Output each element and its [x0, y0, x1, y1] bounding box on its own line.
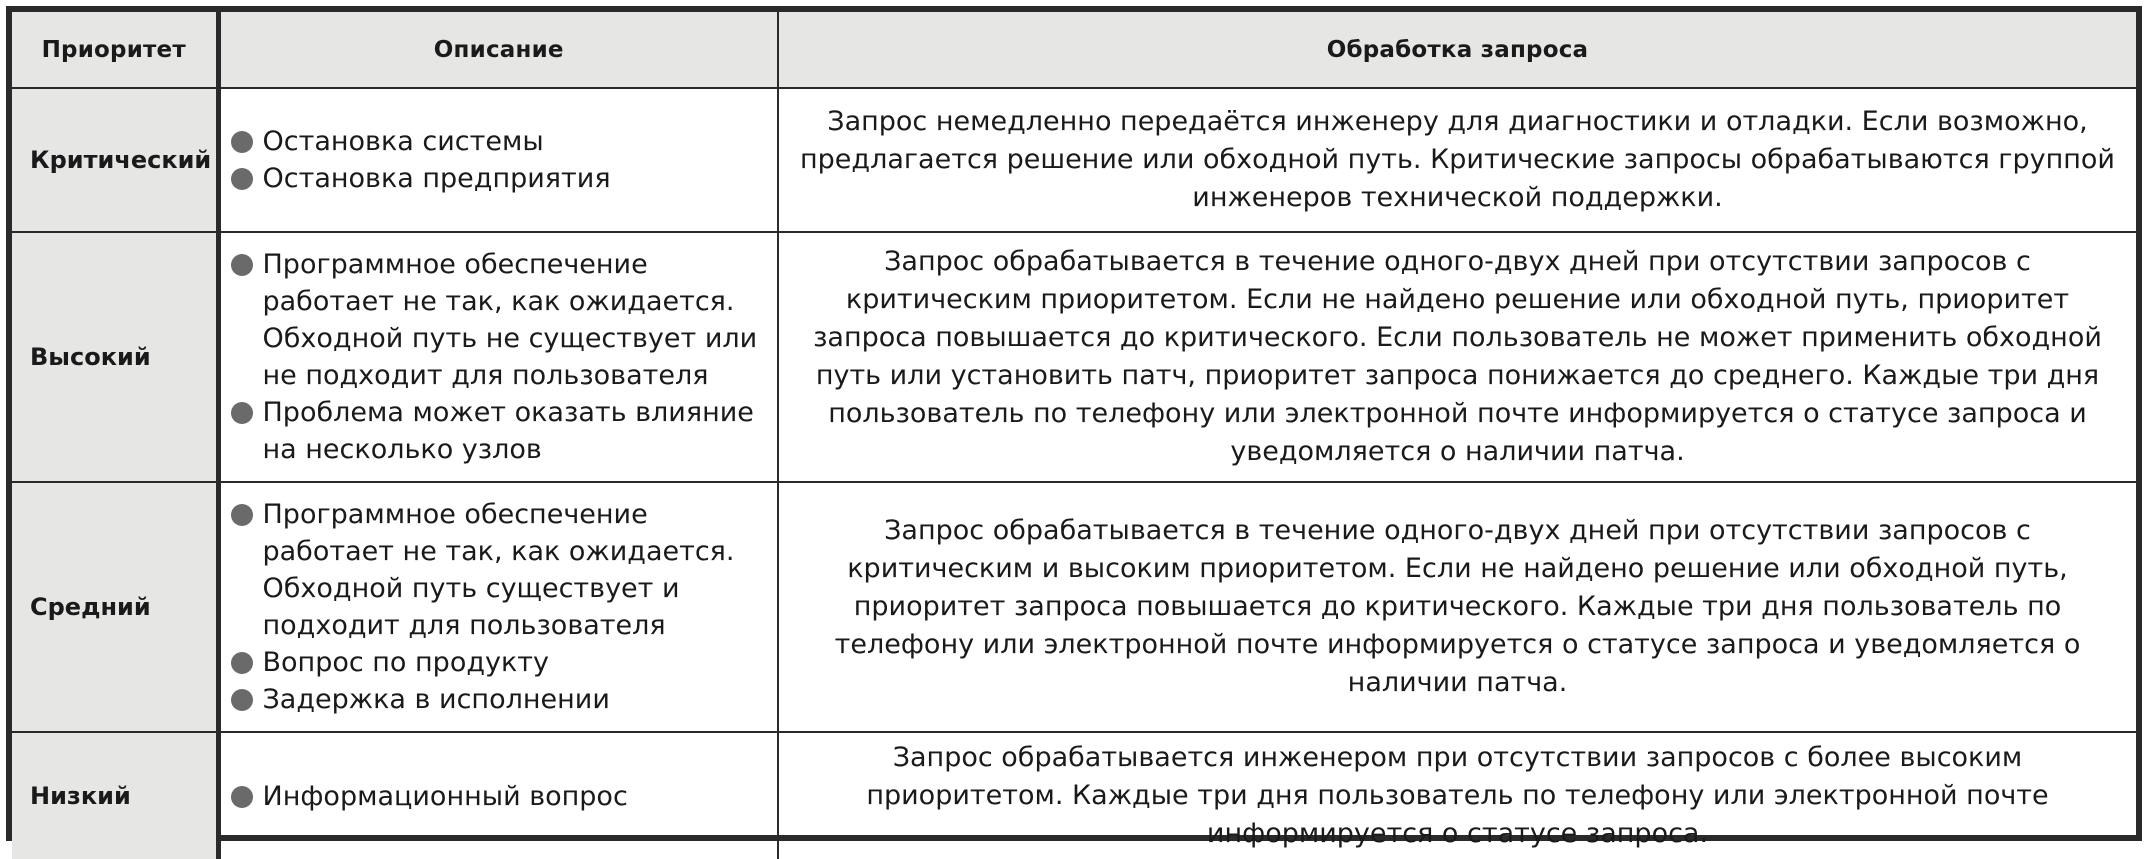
handling-cell: Запрос обрабатывается в течение одного-двух дней при отсутствии запросов с критическим и высоким приоритетом. Если не найдено решение или обходной путь, приоритет запроса повышается до критического. Каждые три дня пользователь по телефону или электронной почте информируется о статусе запроса и уведомляется о наличии патча.	[778, 482, 2136, 732]
bullet-icon	[231, 168, 253, 190]
header-handling: Обработка запроса	[778, 12, 2136, 88]
handling-cell: Запрос обрабатывается инженером при отсутствии запросов с более высоким приоритетом. Каждые три дня пользователь по телефону или электронной почте информируется о статусе запроса.	[778, 732, 2136, 859]
table-row-low	[12, 732, 2136, 859]
handling-cell: Запрос обрабатывается в течение одного-двух дней при отсутствии запросов с критическим приоритетом. Если не найдено решение или обходной путь, приоритет запроса повышается до критического. Если пользователь не может применить обходной путь или установить патч, приоритет запроса понижается до среднего. Каждые три дня пользователь по телефону или электронной почте информируется о статусе запроса и уведомляется о наличии патча.	[778, 232, 2136, 482]
list-item-text: Задержка в исполнении	[262, 684, 610, 715]
list-item-text: Программное обеспечение работает не так, как ожидается. Обходной путь не существует или не подходит для пользователя	[262, 249, 758, 391]
bullet-icon	[231, 131, 253, 153]
bullet-icon	[231, 786, 253, 808]
bullet-icon	[231, 689, 253, 711]
list-item-text: Остановка предприятия	[262, 163, 611, 194]
bullet-icon	[231, 652, 253, 674]
list-item	[229, 496, 772, 644]
table-row-critical	[12, 88, 2136, 232]
description-list	[229, 246, 772, 468]
list-item	[229, 644, 772, 681]
list-item-text: Остановка системы	[262, 126, 544, 157]
list-item-text: Проблема может оказать влияние на несколько узлов	[262, 397, 754, 465]
priority-cell: Критический	[12, 88, 218, 232]
description-list	[229, 496, 772, 718]
bullet-icon	[231, 254, 253, 276]
priority-table-frame	[6, 6, 2142, 849]
priority-cell: Низкий	[12, 732, 218, 859]
table-row-high	[12, 232, 2136, 482]
handling-cell: Запрос немедленно передаётся инженеру для диагностики и отладки. Если возможно, предлагается решение или обходной путь. Критические запросы обрабатываются группой инженеров технической поддержки.	[778, 88, 2136, 232]
list-item	[229, 160, 772, 197]
list-item	[229, 394, 772, 468]
header-priority: Приоритет	[12, 12, 218, 88]
description-cell	[218, 732, 778, 859]
priority-table	[12, 12, 2136, 859]
bullet-icon	[231, 402, 253, 424]
bullet-icon	[231, 504, 253, 526]
priority-cell: Высокий	[12, 232, 218, 482]
list-item	[229, 778, 772, 815]
description-cell	[218, 482, 778, 732]
description-list	[229, 778, 772, 815]
table-header-row	[12, 12, 2136, 88]
list-item-text: Программное обеспечение работает не так, как ожидается. Обходной путь существует и подходит для пользователя	[262, 499, 735, 641]
list-item-text: Вопрос по продукту	[262, 647, 550, 678]
description-cell	[218, 88, 778, 232]
header-description: Описание	[218, 12, 778, 88]
list-item-text: Информационный вопрос	[262, 780, 628, 812]
table-row-medium	[12, 482, 2136, 732]
description-list	[229, 123, 772, 197]
list-item	[229, 246, 772, 394]
list-item	[229, 123, 772, 160]
list-item	[229, 681, 772, 718]
description-cell	[218, 232, 778, 482]
priority-cell: Средний	[12, 482, 218, 732]
